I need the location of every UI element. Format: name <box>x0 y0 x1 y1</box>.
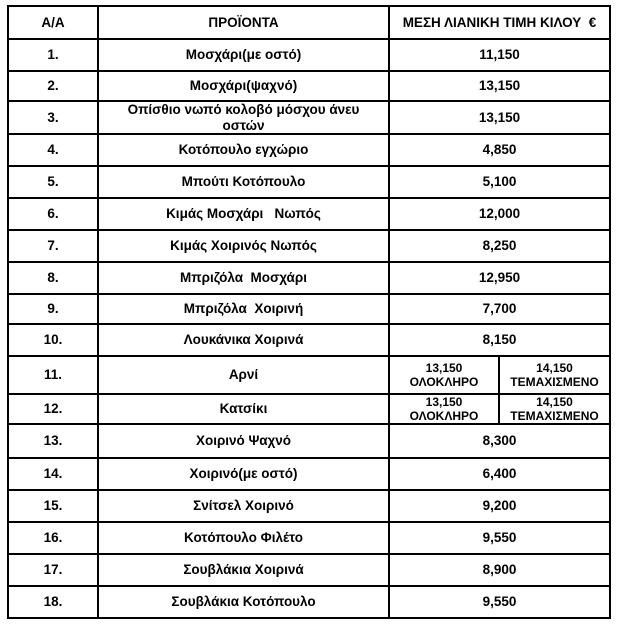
price-subcell-value: 13,150 <box>425 361 463 376</box>
price-cell: 9,550 <box>389 522 610 554</box>
price-cell: 12,000 <box>389 198 610 230</box>
price-subcell <box>389 394 499 424</box>
price-cell: 4,850 <box>389 134 610 166</box>
product-cell: Μοσχάρι(ψαχνό) <box>98 71 389 101</box>
price-cell: 8,900 <box>389 554 610 586</box>
table-row <box>8 39 610 71</box>
table-row <box>8 424 610 458</box>
price-subcell-label: ΟΛΟΚΛΗΡΟ <box>409 409 479 424</box>
product-cell: Μπριζόλα Χοιρινή <box>98 294 389 324</box>
table-row <box>8 394 610 424</box>
row-number-cell: 9. <box>8 294 98 324</box>
product-cell: Μπριζόλα Μοσχάρι <box>98 262 389 294</box>
header-price-cell: ΜΕΣΗ ΛΙΑΝΙΚΗ ΤΙΜΗ ΚΙΛΟΥ € <box>389 6 610 39</box>
price-cell: 7,700 <box>389 294 610 324</box>
product-cell: Κιμάς Μοσχάρι Νωπός <box>98 198 389 230</box>
table-row <box>8 324 610 356</box>
header-row <box>8 6 610 39</box>
row-number-cell: 13. <box>8 424 98 458</box>
table-header <box>8 6 610 39</box>
price-subcell-label: ΟΛΟΚΛΗΡΟ <box>409 375 479 390</box>
row-number-cell: 8. <box>8 262 98 294</box>
price-cell: 6,400 <box>389 458 610 490</box>
price-cell: 8,300 <box>389 424 610 458</box>
product-cell: Σνίτσελ Χοιρινό <box>98 490 389 522</box>
price-cell: 8,250 <box>389 230 610 262</box>
table-row <box>8 166 610 198</box>
table-row <box>8 198 610 230</box>
table-row <box>8 356 610 394</box>
row-number-cell: 11. <box>8 356 98 394</box>
header-index-cell: Α/Α <box>8 6 98 39</box>
price-subcell <box>499 394 610 424</box>
header-product-cell: ΠΡΟΪΟΝΤΑ <box>98 6 389 39</box>
table-row <box>8 522 610 554</box>
price-cell: 13,150 <box>389 101 610 134</box>
product-cell: Χοιρινό(με οστό) <box>98 458 389 490</box>
row-number-cell: 18. <box>8 586 98 618</box>
product-cell: Χοιρινό Ψαχνό <box>98 424 389 458</box>
price-subcell-value: 13,150 <box>425 395 463 410</box>
table-row <box>8 101 610 134</box>
row-number-cell: 15. <box>8 490 98 522</box>
table-row <box>8 230 610 262</box>
row-number-cell: 12. <box>8 394 98 424</box>
price-subcell-value: 14,150 <box>536 361 573 376</box>
table-row <box>8 458 610 490</box>
price-table <box>7 5 611 619</box>
product-cell: Κοτόπουλο Φιλέτο <box>98 522 389 554</box>
product-cell: Κιμάς Χοιρινός Νωπός <box>98 230 389 262</box>
price-subcell <box>499 356 610 394</box>
row-number-cell: 10. <box>8 324 98 356</box>
product-cell: Κατσίκι <box>98 394 389 424</box>
price-cell: 8,150 <box>389 324 610 356</box>
product-cell: Σουβλάκια Χοιρινά <box>98 554 389 586</box>
product-cell: Αρνί <box>98 356 389 394</box>
price-subcell-value: 14,150 <box>536 395 573 410</box>
price-subcell-label: ΤΕΜΑΧΙΣΜΕΝΟ <box>510 409 599 424</box>
table-body <box>8 39 610 618</box>
product-cell: Κοτόπουλο εγχώριο <box>98 134 389 166</box>
row-number-cell: 3. <box>8 101 98 134</box>
product-cell: Σουβλάκια Κοτόπουλο <box>98 586 389 618</box>
price-cell: 9,200 <box>389 490 610 522</box>
product-cell: Λουκάνικα Χοιρινά <box>98 324 389 356</box>
table-row <box>8 71 610 101</box>
row-number-cell: 1. <box>8 39 98 71</box>
price-cell: 9,550 <box>389 586 610 618</box>
table-row <box>8 554 610 586</box>
row-number-cell: 5. <box>8 166 98 198</box>
table-row <box>8 262 610 294</box>
price-cell: 13,150 <box>389 71 610 101</box>
price-subcell-label: ΤΕΜΑΧΙΣΜΕΝΟ <box>510 375 599 390</box>
table-row <box>8 586 610 618</box>
row-number-cell: 7. <box>8 230 98 262</box>
product-cell: Μοσχάρι(με οστό) <box>98 39 389 71</box>
row-number-cell: 17. <box>8 554 98 586</box>
row-number-cell: 6. <box>8 198 98 230</box>
price-subcell <box>389 356 499 394</box>
row-number-cell: 4. <box>8 134 98 166</box>
table-row <box>8 490 610 522</box>
price-cell: 12,950 <box>389 262 610 294</box>
product-cell: Μπούτι Κοτόπουλο <box>98 166 389 198</box>
table-row <box>8 134 610 166</box>
price-cell: 11,150 <box>389 39 610 71</box>
price-cell: 5,100 <box>389 166 610 198</box>
row-number-cell: 16. <box>8 522 98 554</box>
row-number-cell: 2. <box>8 71 98 101</box>
table-row <box>8 294 610 324</box>
product-cell: Οπίσθιο νωπό κολοβό μόσχου άνευ οστών <box>98 101 389 134</box>
row-number-cell: 14. <box>8 458 98 490</box>
